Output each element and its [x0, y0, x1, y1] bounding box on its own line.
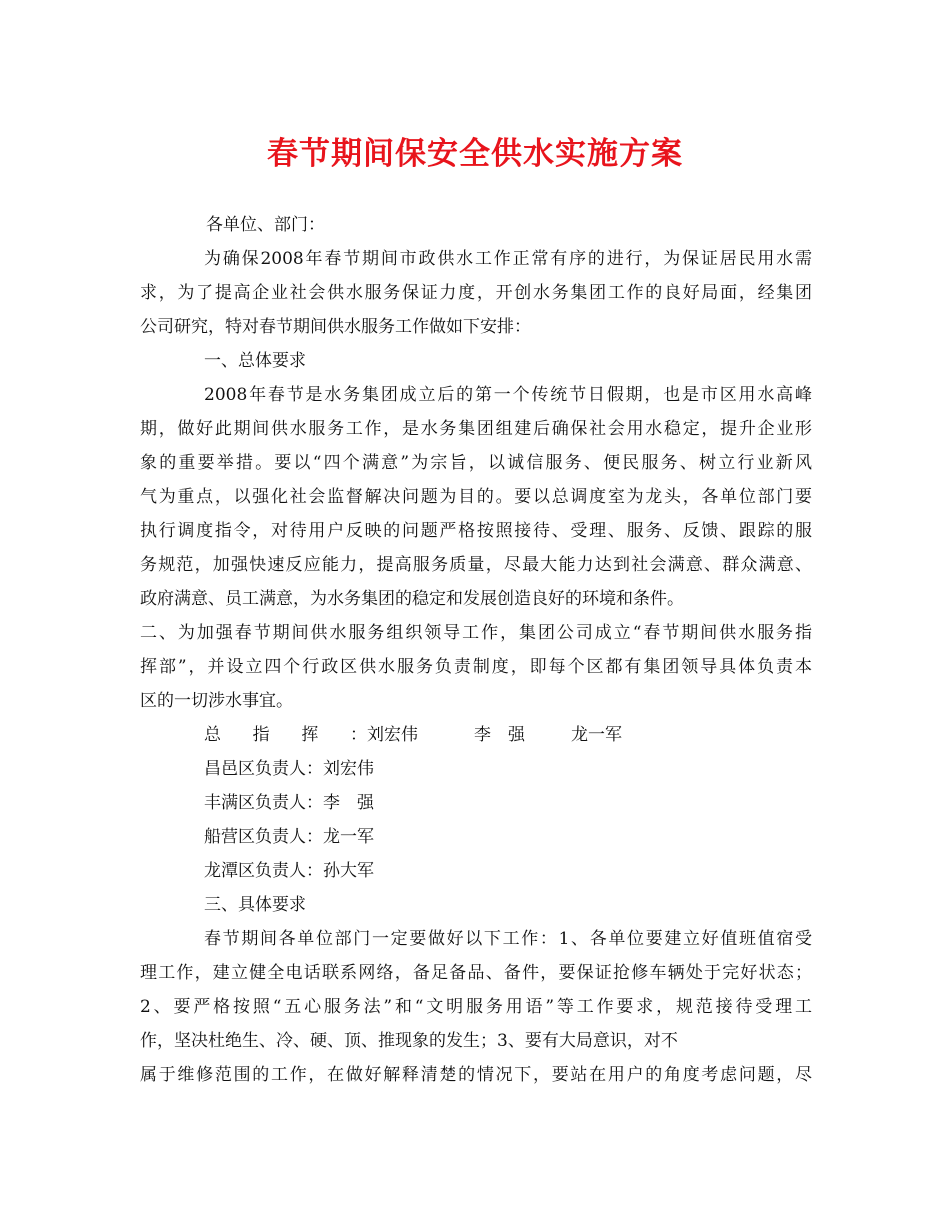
- section2-line: 区的一切涉水事宜。: [140, 691, 293, 711]
- section3-line: 2、要严格按照“五心服务法”和“文明服务用语”等工作要求，规范接待受理工: [140, 997, 812, 1017]
- command-member: 刘宏伟: [367, 725, 418, 745]
- command-row: [140, 718, 812, 752]
- district-row: [140, 786, 812, 820]
- district-label: 丰满区负责人：: [204, 793, 323, 813]
- command-member: 李 强: [474, 725, 525, 745]
- section2-line: 挥部”，并设立四个行政区供水服务负责制度，即每个区都有集团领导具体负责本: [140, 657, 812, 677]
- salutation: 各单位、部门：: [206, 215, 325, 235]
- section3-line: 理工作，建立健全电话联系网络，备足备品、备件，要保证抢修车辆处于完好状态；: [140, 963, 812, 983]
- command-member: 龙一军: [571, 725, 622, 745]
- section3-line: 作，坚决杜绝生、冷、硬、顶、推现象的发生；3、要有大局意识，对不: [140, 1031, 678, 1051]
- section1-line: 气为重点，以强化社会监督解决问题为目的。要以总调度室为龙头，各单位部门要: [140, 487, 812, 507]
- command-label: 总指挥：: [204, 725, 367, 745]
- section1-line: 政府满意、员工满意，为水务集团的稳定和发展创造良好的环境和条件。: [140, 589, 684, 609]
- section1-heading: 一、总体要求: [204, 351, 306, 371]
- section1-line: 象的重要举措。要以“四个满意”为宗旨，以诚信服务、便民服务、树立行业新风: [140, 453, 812, 473]
- district-label: 龙潭区负责人：: [204, 861, 323, 881]
- section1-line: 期，做好此期间供水服务工作，是水务集团组建后确保社会用水稳定，提升企业形: [140, 419, 812, 439]
- intro-line: 为确保2008年春节期间市政供水工作正常有序的进行，为保证居民用水需: [204, 249, 812, 269]
- district-row: [140, 854, 812, 888]
- district-row: [140, 752, 812, 786]
- section3-line: 春节期间各单位部门一定要做好以下工作：1、各单位要建立好值班值宿受: [204, 929, 812, 949]
- district-row: [140, 820, 812, 854]
- district-person: 龙一军: [323, 827, 374, 847]
- district-person: 刘宏伟: [323, 759, 374, 779]
- district-label: 昌邑区负责人：: [204, 759, 323, 779]
- intro-line: 公司研究，特对春节期间供水服务工作做如下安排：: [140, 317, 531, 337]
- document-title: 春节期间保安全供水实施方案: [267, 136, 683, 172]
- section1-line: 务规范，加强快速反应能力，提高服务质量，尽最大能力达到社会满意、群众满意、: [140, 555, 812, 575]
- document-body: [140, 208, 812, 1092]
- section1-line: 执行调度指令，对待用户反映的问题严格按照接待、受理、服务、反馈、跟踪的服: [140, 521, 812, 541]
- district-person: 李 强: [323, 793, 374, 813]
- section1-line: 2008年春节是水务集团成立后的第一个传统节日假期，也是市区用水高峰: [204, 385, 812, 405]
- section3-line: 属于维修范围的工作，在做好解释清楚的情况下，要站在用户的角度考虑问题，尽: [140, 1065, 812, 1085]
- district-label: 船营区负责人：: [204, 827, 323, 847]
- section3-heading: 三、具体要求: [204, 895, 306, 915]
- intro-line: 求，为了提高企业社会供水服务保证力度，开创水务集团工作的良好局面，经集团: [140, 283, 812, 303]
- district-person: 孙大军: [323, 861, 374, 881]
- section2-line: 二、为加强春节期间供水服务组织领导工作，集团公司成立“春节期间供水服务指: [140, 623, 812, 643]
